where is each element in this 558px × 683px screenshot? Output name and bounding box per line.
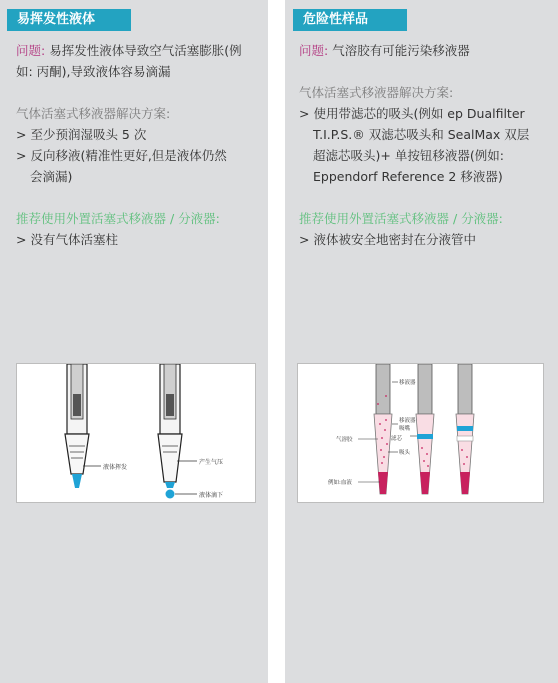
solution-item-1-cont-1: T.I.P.S.® 双滤芯吸头和 SealMax 双层 xyxy=(313,127,530,142)
recommend-title: 推荐使用外置活塞式移液器 / 分液器: xyxy=(299,211,503,226)
problem-block xyxy=(299,40,550,61)
label-pressure: 产生气压 xyxy=(199,459,224,466)
hazardous-samples-panel xyxy=(285,0,558,683)
label-pipette-2: 移液器 xyxy=(399,418,416,424)
tip-aerosol-illustration xyxy=(358,364,398,494)
volatile-pipette-diagram xyxy=(17,364,255,502)
solutions-block xyxy=(299,82,550,187)
panel-content xyxy=(299,40,550,271)
solutions-title: 气体活塞式移液器解决方案: xyxy=(299,85,454,100)
volatile-liquids-panel xyxy=(0,0,268,683)
label-nozzle: 吸嘴 xyxy=(399,426,411,432)
recommend-block xyxy=(299,208,550,250)
label-evaporate: 液体挥发 xyxy=(103,464,128,471)
problem-label: 问题: xyxy=(16,43,46,58)
recommend-title: 推荐使用外置活塞式移液器 / 分液器: xyxy=(16,211,220,226)
recommend-item-1: > 没有气体活塞柱 xyxy=(16,232,118,247)
recommend-item-1: > 液体被安全地密封在分液管中 xyxy=(299,232,476,247)
solutions-block xyxy=(16,103,260,187)
label-pipette-1: 移液器 xyxy=(399,380,416,386)
problem-text: 气溶胶有可能污染移液器 xyxy=(332,43,470,58)
problem-text-1: 易挥发性液体导致空气活塞膨胀(例 xyxy=(49,43,242,58)
solution-item-1: > 至少预润湿吸头 5 次 xyxy=(16,127,147,142)
volatile-pipette-figure xyxy=(16,363,256,503)
hazardous-pipette-diagram xyxy=(298,364,543,502)
solution-item-2-cont: 会滴漏) xyxy=(30,169,73,184)
solution-item-1: > 使用带滤芯的吸头(例如 ep Dualfilter xyxy=(299,106,525,121)
label-tip: 吸头 xyxy=(399,450,411,456)
solution-item-1-cont-2: 超滤芯吸头)+ 单按钮移液器(例如: xyxy=(313,148,504,163)
label-drip: 液体滴下 xyxy=(199,492,224,499)
problem-block xyxy=(16,40,260,82)
panel-content xyxy=(16,40,260,271)
hazardous-pipette-figure xyxy=(297,363,544,503)
panel-header-hazardous: 危险性样品 xyxy=(293,9,407,31)
recommend-block xyxy=(16,208,260,250)
tip-double-filter-illustration xyxy=(456,364,474,494)
problem-text-2: 如: 丙酮),导致液体容易滴漏 xyxy=(16,64,171,79)
label-aerosol: 气溶胶 xyxy=(336,437,353,443)
panel-header-volatile: 易挥发性液体 xyxy=(7,9,131,31)
problem-label: 问题: xyxy=(299,43,329,58)
pipette-left-illustration xyxy=(65,364,101,488)
solutions-title: 气体活塞式移液器解决方案: xyxy=(16,106,171,121)
label-filter: 滤芯 xyxy=(391,436,403,442)
solution-item-2: > 反向移液(精准性更好,但是液体仍然 xyxy=(16,148,227,163)
pipette-right-illustration xyxy=(158,364,197,499)
label-example-blood: 例如:血液 xyxy=(328,480,352,486)
solution-item-1-cont-3: Eppendorf Reference 2 移液器) xyxy=(313,169,503,184)
